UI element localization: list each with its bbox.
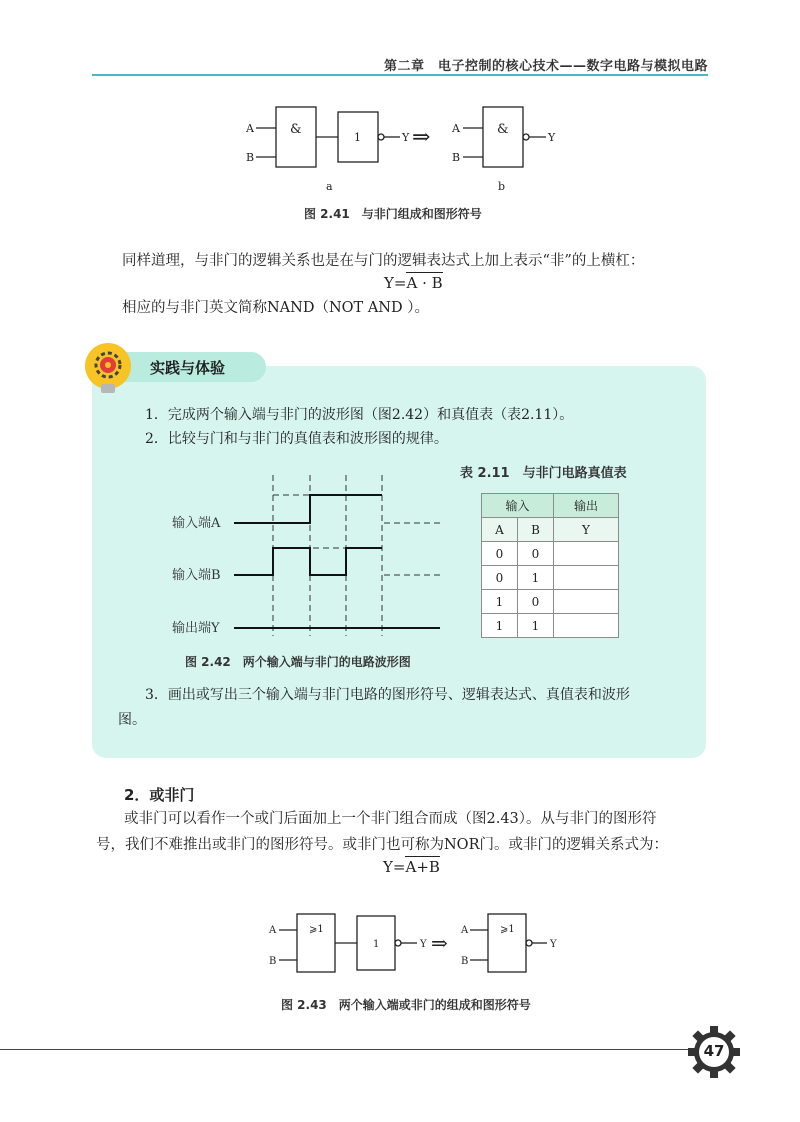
nor-symbol: ⩾1 [500,924,515,935]
input-a-label: A [246,122,254,135]
nand-gate-box [483,107,523,167]
cell-a: 0 [482,542,518,566]
waveform-a [234,495,382,523]
or-symbol: ⩾1 [309,924,324,935]
nor-gate-box [488,914,526,972]
formula-lhs: Y= [384,274,407,292]
footer-rule [0,1049,690,1050]
practice-item-2: 2．比较与门和与非门的真值表和波形图的规律。 [145,431,448,447]
practice-title: 实践与体验 [150,359,226,377]
chapter-header: 第二章 电子控制的核心技术——数字电路与模拟电路 [383,59,708,74]
waveform-b [234,548,382,575]
and-symbol: & [290,122,302,137]
nor-paragraph-line1: 或非门可以看作一个或门后面加上一个非门组合而成（图2.43）。从与非门的图形符 [124,811,657,827]
not-symbol-2: 1 [373,939,380,950]
equivalence-arrow-icon: ⇒ [412,125,431,150]
cell-y[interactable] [554,614,619,638]
cell-b: 0 [518,542,554,566]
wave-label-y: 输出端Y [172,621,220,636]
truth-table [481,493,619,638]
or-gate-box [297,914,335,972]
figure-2-43-caption: 图 2.43 两个输入端或非门的组成和图形符号 [281,998,531,1012]
gear-bulb-icon [80,340,136,396]
practice-item-3-line2: 图。 [118,712,146,728]
figure-2-43 [265,908,575,978]
table-row [482,542,619,566]
equivalence-arrow-icon-2: ⇒ [431,931,448,955]
nor-formula-lhs: Y= [383,858,406,876]
nor-output-y: Y [420,939,427,950]
col-a: A [482,518,518,542]
cell-y[interactable] [554,542,619,566]
section-heading-nor: 2．或非门 [124,786,195,804]
and-gate-box [276,107,316,167]
figure-2-41 [240,100,570,196]
col-y: Y [554,518,619,542]
nand-bubble [523,134,529,140]
header-output: 输出 [554,494,619,518]
table-row [482,614,619,638]
practice-item-1: 1．完成两个输入端与非门的波形图（图2.42）和真值表（表2.11）。 [145,407,574,423]
nor-output-y-2: Y [550,939,557,950]
paragraph-nand-name: 相应的与非门英文简称NAND（NOT AND ）。 [122,300,429,316]
header-rule [92,74,708,76]
sublabel-a: a [326,180,333,193]
header-input: 输入 [482,494,554,518]
nor-formula-rhs-overlined: A+B [405,858,440,876]
cell-a: 1 [482,614,518,638]
cell-y[interactable] [554,566,619,590]
cell-b: 1 [518,566,554,590]
figure-2-42-caption: 图 2.42 两个输入端与非门的电路波形图 [185,655,411,669]
formula-rhs-overlined: A · B [406,274,443,292]
table-row [482,590,619,614]
cell-y[interactable] [554,590,619,614]
nand-formula [384,274,443,292]
nor-bubble [526,940,532,946]
nor-input-a: A [269,925,277,936]
sublabel-b: b [498,180,506,193]
nor-formula [383,858,440,876]
waveform-figure-2-42 [172,470,452,640]
table-2-11-title: 表 2.11 与非门电路真值表 [460,466,627,481]
output-y-label-2: Y [548,131,556,144]
wave-label-a: 输入端A [172,516,221,531]
nand-symbol: & [497,122,509,137]
input-b-label-2: B [452,151,461,164]
not-symbol: 1 [354,131,361,144]
practice-item-3-line1: 3．画出或写出三个输入端与非门电路的图形符号、逻辑表达式、真值表和波形 [145,687,630,703]
table-row [482,566,619,590]
input-a-label-2: A [452,122,460,135]
col-b: B [518,518,554,542]
cell-a: 1 [482,590,518,614]
cell-a: 0 [482,566,518,590]
not-bubble-2 [395,940,401,946]
cell-b: 0 [518,590,554,614]
nor-input-b-2: B [461,956,469,967]
wave-label-b: 输入端B [172,568,221,583]
input-b-label: B [246,151,255,164]
nor-input-b: B [269,956,277,967]
nor-paragraph-line2: 号，我们不难推出或非门的图形符号。或非门也可称为NOR门。或非门的逻辑关系式为： [96,837,668,853]
output-y-label: Y [402,131,410,144]
nor-input-a-2: A [461,925,469,936]
not-bubble [378,134,384,140]
cell-b: 1 [518,614,554,638]
paragraph-nand-intro: 同样道理，与非门的逻辑关系也是在与门的逻辑表达式上加上表示“非”的上横杠： [122,253,645,269]
figure-2-41-caption: 图 2.41 与非门组成和图形符号 [304,207,482,221]
page-number: 47 [703,1042,725,1060]
